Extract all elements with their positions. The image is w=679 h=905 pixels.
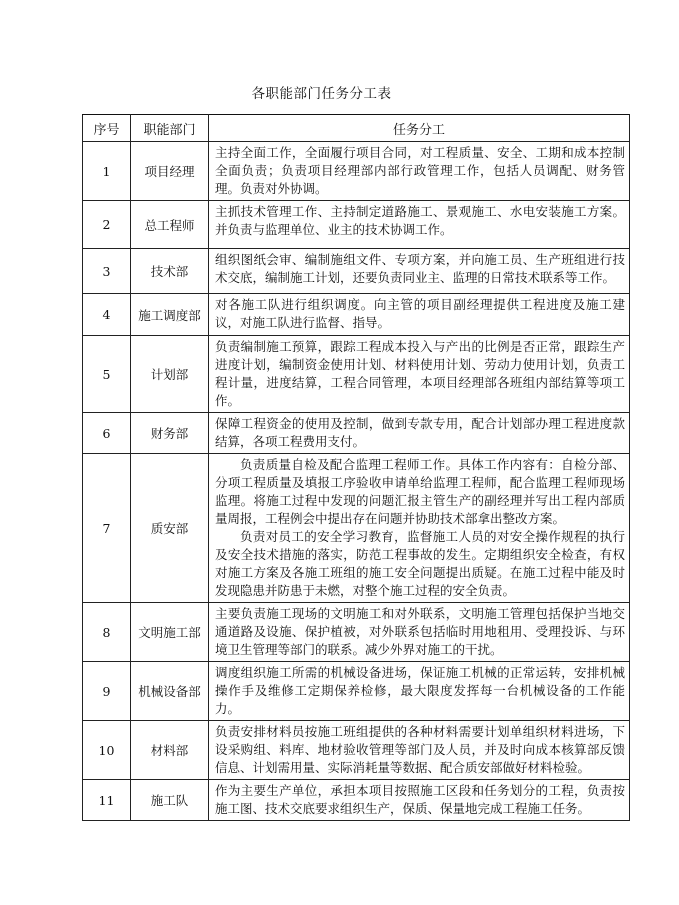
table-row [83,336,630,413]
task-text: 主要负责施工现场的文明施工和对外联系，文明施工管理包括保护当地交通道路及设施、保护植被，对外联系包括临时用地租用、受理投诉、与环境卫生管理等部门的联系。减少外界对施工的干扰。 [215,606,625,657]
row-num: 9 [83,662,131,721]
header-task: 任务分工 [209,115,630,142]
task-text: 负责编制施工预算，跟踪工程成本投入与产出的比例是否正常，跟踪生产进度计划，编制资金使用计划、材料使用计划、劳动力使用计划，负责工程计量，进度结算，工程合同管理，本项目经理部各班组内部结算等项工作。 [215,339,625,408]
row-task [209,413,630,454]
row-num: 2 [83,201,131,249]
row-num: 11 [83,780,131,821]
row-task [209,336,630,413]
row-num: 6 [83,413,131,454]
document-title-text: 各职能部门任务分工表 [251,86,392,102]
table-header-row [83,115,630,142]
row-num: 8 [83,603,131,662]
table-row [83,201,630,249]
row-dept: 总工程师 [131,201,209,249]
table-row [83,249,630,294]
row-num: 10 [83,721,131,780]
row-task [209,721,630,780]
table-row [83,603,630,662]
row-num: 1 [83,142,131,201]
row-dept: 计划部 [131,336,209,413]
task-text: 负责质量自检及配合监理工程师工作。具体工作内容有：自检分部、分项工程质量及填报工序验收申请单给监理工程师，配合监理工程师现场监理。将施工过程中发现的问题汇报主管生产的副经理并写出工程内部质量周报，工程例会中提出存在问题并协助技术部拿出整改方案。 [215,457,625,526]
duty-table [82,114,630,821]
row-dept: 施工队 [131,780,209,821]
task-text: 负责安排材料员按施工班组提供的各种材料需要计划单组织材料进场，下设采购组、料库、地材验收管理等部门及人员，并及时向成本核算部反馈信息、计划需用量、实际消耗量等数据、配合质安部做好材料检验。 [215,724,625,775]
row-dept: 技术部 [131,249,209,294]
table-row [83,413,630,454]
row-task [209,454,630,603]
document-title [0,82,679,102]
task-text: 组织图纸会审、编制施组文件、专项方案，并向施工员、生产班组进行技术交底，编制施工计划，还要负责同业主、监理的日常技术联系等工作。 [215,252,625,285]
row-num: 4 [83,294,131,336]
row-dept: 机械设备部 [131,662,209,721]
header-num: 序号 [83,115,131,142]
header-dept: 职能部门 [131,115,209,142]
task-text: 负责对员工的安全学习教育，监督施工人员的对安全操作规程的执行及安全技术措施的落实，防范工程事故的发生。定期组织安全检查，有权对施工方案及各施工班组的施工安全问题提出质疑。在施工过程中能及时发现隐患并防患于未燃，对整个施工过程的安全负责。 [215,529,625,598]
row-task [209,201,630,249]
task-text: 对各施工队进行组织调度。向主管的项目副经理提供工程进度及施工建议，对施工队进行监督、指导。 [215,297,625,330]
table-row [83,780,630,821]
row-dept: 财务部 [131,413,209,454]
row-dept: 施工调度部 [131,294,209,336]
table-row [83,294,630,336]
row-num: 5 [83,336,131,413]
task-text: 主抓技术管理工作、主持制定道路施工、景观施工、水电安装施工方案。并负责与监理单位、业主的技术协调工作。 [215,204,625,237]
row-dept: 项目经理 [131,142,209,201]
row-task [209,603,630,662]
row-num: 3 [83,249,131,294]
row-num: 7 [83,454,131,603]
row-dept: 质安部 [131,454,209,603]
task-text: 主持全面工作，全面履行项目合同，对工程质量、安全、工期和成本控制全面负责；负责项目经理部内部行政管理工作，包括人员调配、财务管理。负责对外协调。 [215,145,625,196]
row-task [209,294,630,336]
table-row [83,142,630,201]
row-dept: 文明施工部 [131,603,209,662]
row-task [209,780,630,821]
task-text: 保障工程资金的使用及控制，做到专款专用，配合计划部办理工程进度款结算，各项工程费用支付。 [215,416,625,449]
row-task [209,662,630,721]
table-row [83,721,630,780]
task-text: 调度组织施工所需的机械设备进场，保证施工机械的正常运转，安排机械操作手及维修工定期保养检修，最大限度发挥每一台机械设备的工作能力。 [215,665,625,716]
task-text: 作为主要生产单位，承担本项目按照施工区段和任务划分的工程，负责按施工图、技术交底要求组织生产，保质、保量地完成工程施工任务。 [215,783,625,816]
row-dept: 材料部 [131,721,209,780]
table-row [83,454,630,603]
row-task [209,249,630,294]
row-task [209,142,630,201]
table-row [83,662,630,721]
